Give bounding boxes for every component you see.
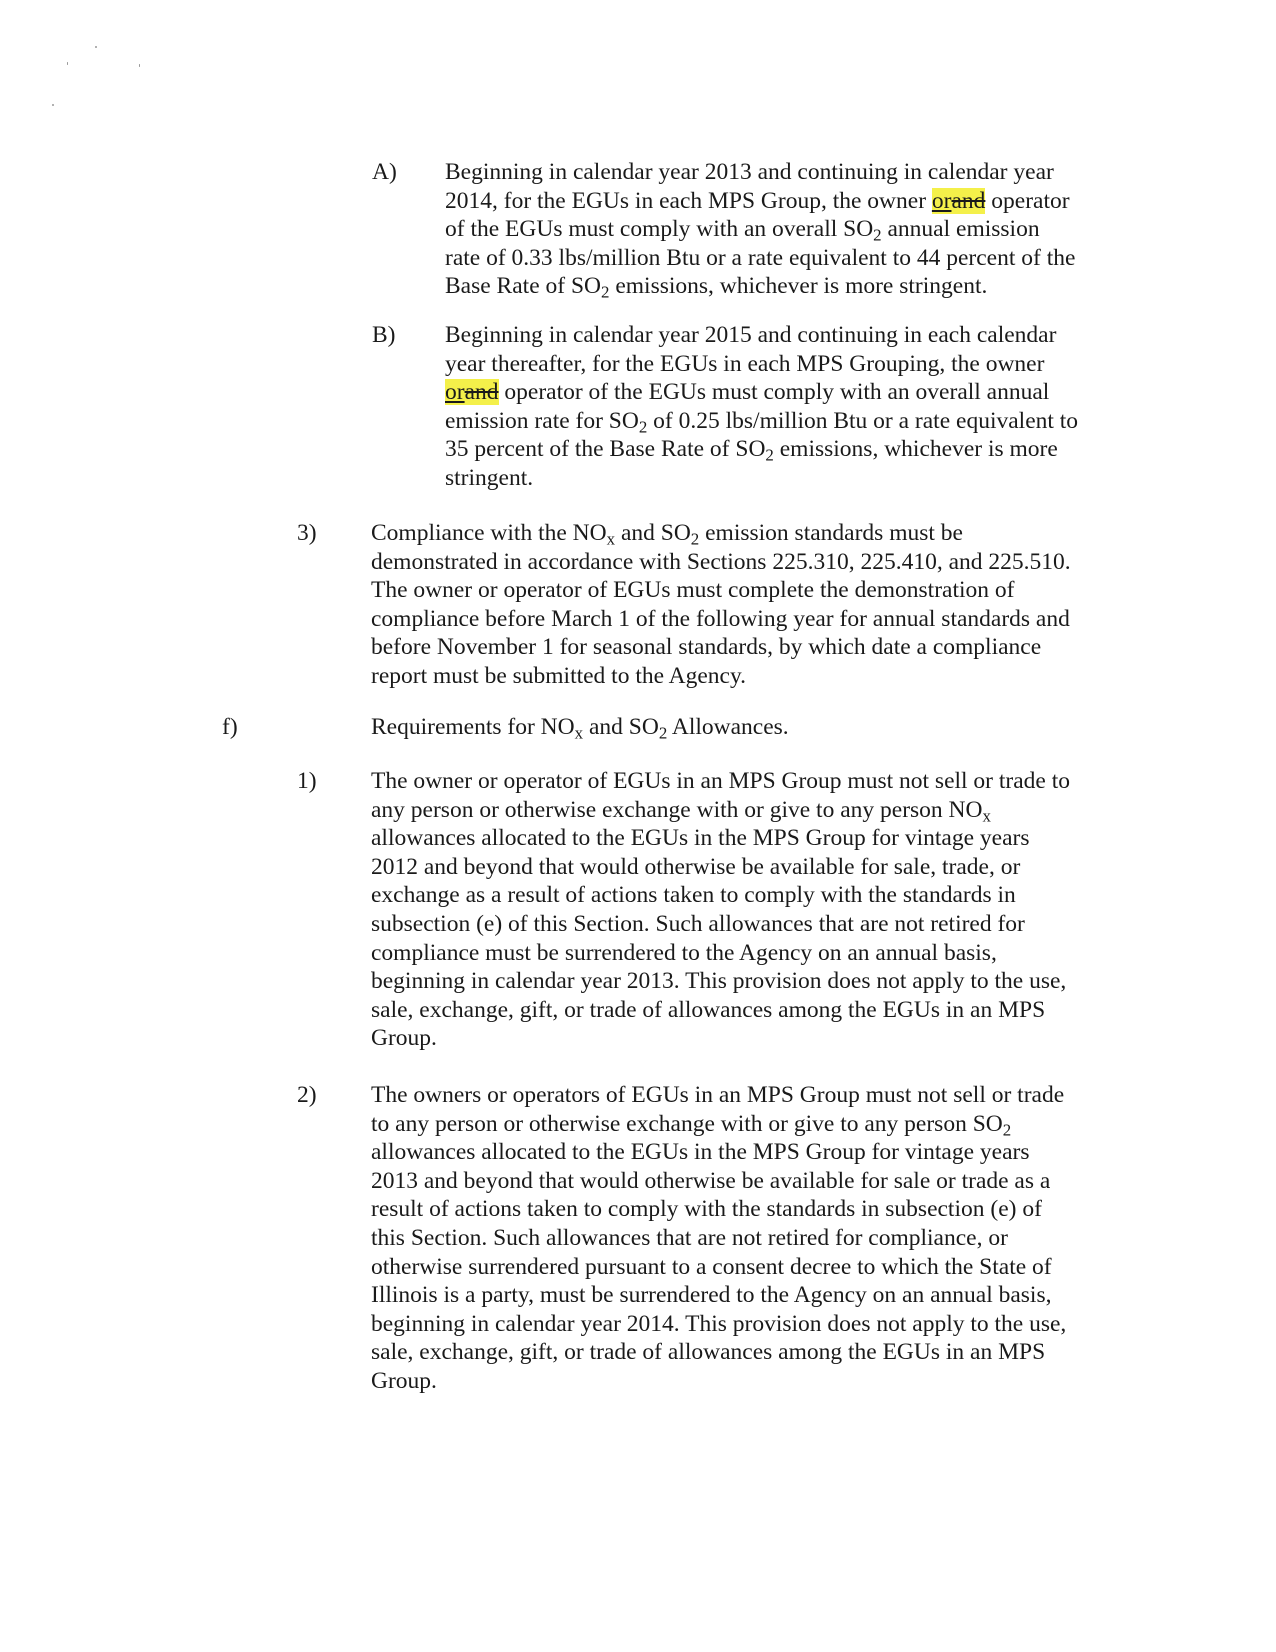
text-line: allowances allocated to the EGUs in the MPS Group for vintage years: [371, 825, 1030, 852]
text-line: Requirements for $NO_x$ and $SO_2$ Allowances.: [371, 714, 789, 743]
item-a-text: [445, 158, 1165, 301]
text-line: emission rate for $SO_2$ of 0.25 lbs/million Btu or a rate equivalent to: [445, 407, 1079, 437]
item-b-text: [445, 321, 1165, 493]
amendment-highlight: [932, 188, 986, 214]
amendment-highlight: [445, 379, 499, 405]
section-f-heading: [371, 713, 1171, 742]
scan-speck: [139, 64, 140, 67]
text-line: to any person or otherwise exchange with or give to any person $SO_2$: [371, 1110, 1012, 1140]
text-line: Beginning in calendar year 2015 and continuing in each calendar: [445, 322, 1057, 348]
text-line: Illinois is a party, must be surrendered to the Agency on an annual basis,: [371, 1282, 1052, 1309]
text-line: sale, exchange, gift, or trade of allowances among the EGUs in an MPS: [371, 1339, 1046, 1366]
text-line: beginning in calendar year 2014. This provision does not apply to the use,: [371, 1310, 1067, 1337]
text-line: 2012 and beyond that would otherwise be available for sale, trade, or: [371, 853, 1021, 880]
item-f2-marker: 2): [297, 1082, 317, 1108]
text-line: sale, exchange, gift, or trade of allowances among the EGUs in an MPS: [371, 996, 1046, 1023]
scan-speck: [52, 104, 54, 106]
text-line: The owner or operator of EGUs must complete the demonstration of: [371, 577, 1015, 604]
text-line: subsection (e) of this Section. Such allowances that are not retired for: [371, 910, 1025, 937]
text-line: Beginning in calendar year 2013 and continuing in calendar year: [445, 159, 1054, 185]
text-line: stringent.: [445, 464, 534, 491]
item-f1-text: [371, 767, 1171, 1053]
item-b-marker: B): [372, 322, 396, 348]
inserted-text: or: [931, 187, 952, 214]
deleted-text: and: [464, 379, 499, 406]
text-line: any person or otherwise exchange with or give to any person $NO_x$: [371, 796, 991, 826]
text-line: Base Rate of $SO_2$ emissions, whichever is more stringent.: [445, 273, 988, 303]
text-line: report must be submitted to the Agency.: [371, 662, 747, 689]
text-line: 2014, for the EGUs in each MPS Group, the owner orand operator: [445, 187, 1070, 214]
item-e3-text: [371, 519, 1171, 691]
scan-speck: [95, 46, 97, 48]
text-line: compliance before March 1 of the following year for annual standards and: [371, 605, 1070, 632]
text-line: Compliance with the $NO_x$ and $SO_2$ emission standards must be: [371, 520, 963, 549]
text-line: compliance must be surrendered to the Agency on an annual basis,: [371, 939, 997, 966]
text-line: before November 1 for seasonal standards, by which date a compliance: [371, 634, 1042, 661]
item-f1-marker: 1): [297, 768, 317, 794]
text-line: Group.: [371, 1367, 437, 1394]
text-line: of the EGUs must comply with an overall $SO_2$ annual emission: [445, 216, 1040, 245]
text-line: 2013 and beyond that would otherwise be available for sale or trade as a: [371, 1167, 1051, 1194]
text-line: demonstrated in accordance with Sections 225.310, 225.410, and 225.510.: [371, 548, 1071, 575]
item-f2-text: [371, 1081, 1171, 1396]
text-line: exchange as a result of actions taken to comply with the standards in: [371, 882, 1016, 909]
scan-speck: [67, 62, 68, 65]
text-line: The owners or operators of EGUs in an MPS Group must not sell or trade: [371, 1082, 1065, 1108]
text-line: this Section. Such allowances that are not retired for compliance, or: [371, 1224, 1008, 1251]
text-line: rate of 0.33 lbs/million Btu or a rate equivalent to 44 percent of the: [445, 244, 1076, 271]
deleted-text: and: [951, 187, 986, 214]
text-line: The owner or operator of EGUs in an MPS Group must not sell or trade to: [371, 768, 1070, 794]
text-line: year thereafter, for the EGUs in each MPS Grouping, the owner: [445, 350, 1045, 377]
text-line: beginning in calendar year 2013. This provision does not apply to the use,: [371, 968, 1067, 995]
section-f-marker: f): [222, 714, 238, 740]
item-a-marker: A): [372, 159, 397, 185]
inserted-text: or: [445, 379, 465, 406]
text-line: result of actions taken to comply with the standards in subsection (e) of: [371, 1196, 1042, 1223]
text-line: 35 percent of the Base Rate of $SO_2$ emissions, whichever is more: [445, 436, 1058, 466]
text-line: allowances allocated to the EGUs in the MPS Group for vintage years: [371, 1139, 1030, 1166]
item-e3-marker: 3): [297, 520, 317, 546]
text-line: Group.: [371, 1025, 437, 1052]
text-line: orand operator of the EGUs must comply with an overall annual: [445, 379, 1050, 406]
text-line: otherwise surrendered pursuant to a consent decree to which the State of: [371, 1253, 1052, 1280]
